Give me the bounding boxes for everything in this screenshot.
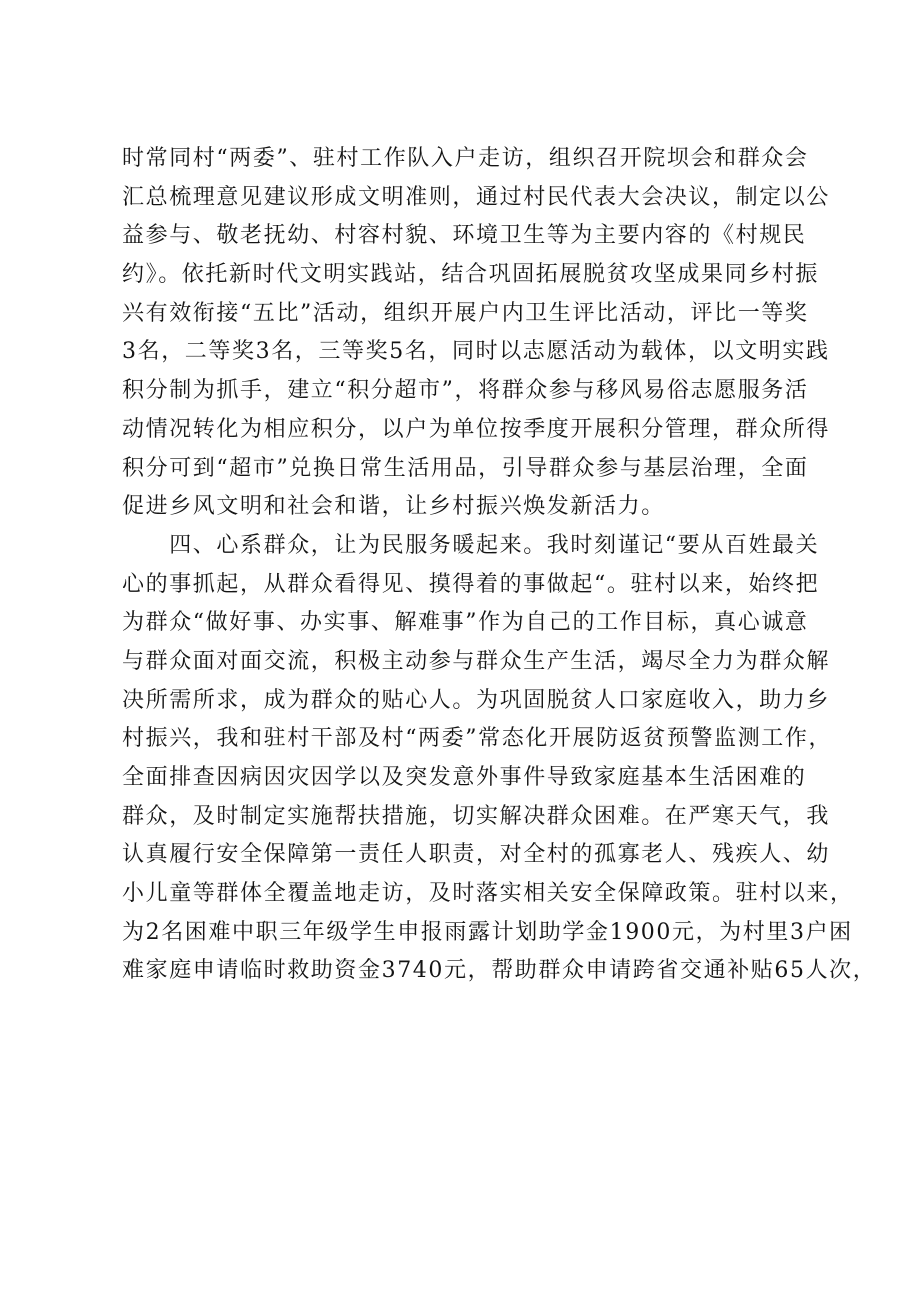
text-line: 小儿童等群体全覆盖地走访，及时落实相关安全保障政策。驻村以来， xyxy=(122,881,854,907)
text-line: 动情况转化为相应积分，以户为单位按季度开展积分管理，群众所得 xyxy=(122,416,831,442)
text-line: 积分可到“超市”兑换日常生活用品，引导群众参与基层治理，全面 xyxy=(122,455,809,481)
text-line: 兴有效衔接“五比”活动，组织开展户内卫生评比活动，评比一等奖 xyxy=(122,300,809,326)
text-line: 3名，二等奖3名，三等奖5名，同时以志愿活动为载体，以文明实践 xyxy=(122,339,830,365)
text-line: 汇总梳理意见建议形成文明准则，通过村民代表大会决议，制定以公 xyxy=(122,184,831,210)
text-line: 决所需所求，成为群众的贴心人。为巩固脱贫人口家庭收入，助力乡 xyxy=(122,687,831,713)
text-line: 约》。依托新时代文明实践站，结合巩固拓展脱贫攻坚成果同乡村振 xyxy=(122,262,820,288)
text-line: 积分制为抓手，建立“积分超市”，将群众参与移风易俗志愿服务活 xyxy=(122,378,809,404)
text-line: 难家庭申请临时救助资金3740元，帮助群众申请跨省交通补贴65人次， xyxy=(122,958,877,984)
section-heading-line: 四、心系群众，让为民服务暖起来。我时刻谨记“要从百姓最关 xyxy=(122,532,820,558)
body-text xyxy=(122,140,877,991)
text-line: 认真履行安全保障第一责任人职责，对全村的孤寡老人、残疾人、幼 xyxy=(122,842,831,868)
text-line: 益参与、敬老抚幼、村容村貌、环境卫生等为主要内容的《村规民 xyxy=(122,223,807,249)
text-line: 时常同村“两委”、驻村工作队入户走访，组织召开院坝会和群众会 xyxy=(122,146,809,171)
text-line: 促进乡风文明和社会和谐，让乡村振兴焕发新活力。 xyxy=(122,494,665,520)
text-line: 为2名困难中职三年级学生申报雨露计划助学金1900元，为村里3户困 xyxy=(122,919,853,945)
text-line: 与群众面对面交流，积极主动参与群众生产生活，竭尽全力为群众解 xyxy=(122,648,831,674)
text-line: 全面排查因病因灾因学以及突发意外事件导致家庭基本生活困难的 xyxy=(122,765,807,790)
text-line: 村振兴，我和驻村干部及村“两委”常态化开展防返贫预警监测工作， xyxy=(122,726,833,752)
text-line: 心的事抓起，从群众看得见、摸得着的事做起“。驻村以来，始终把 xyxy=(122,571,820,597)
text-line: 为群众“做好事、办实事、解难事”作为自己的工作目标，真心诚意 xyxy=(122,610,809,636)
text-line: 群众，及时制定实施帮扶措施，切实解决群众困难。在严寒天气，我 xyxy=(122,803,831,829)
